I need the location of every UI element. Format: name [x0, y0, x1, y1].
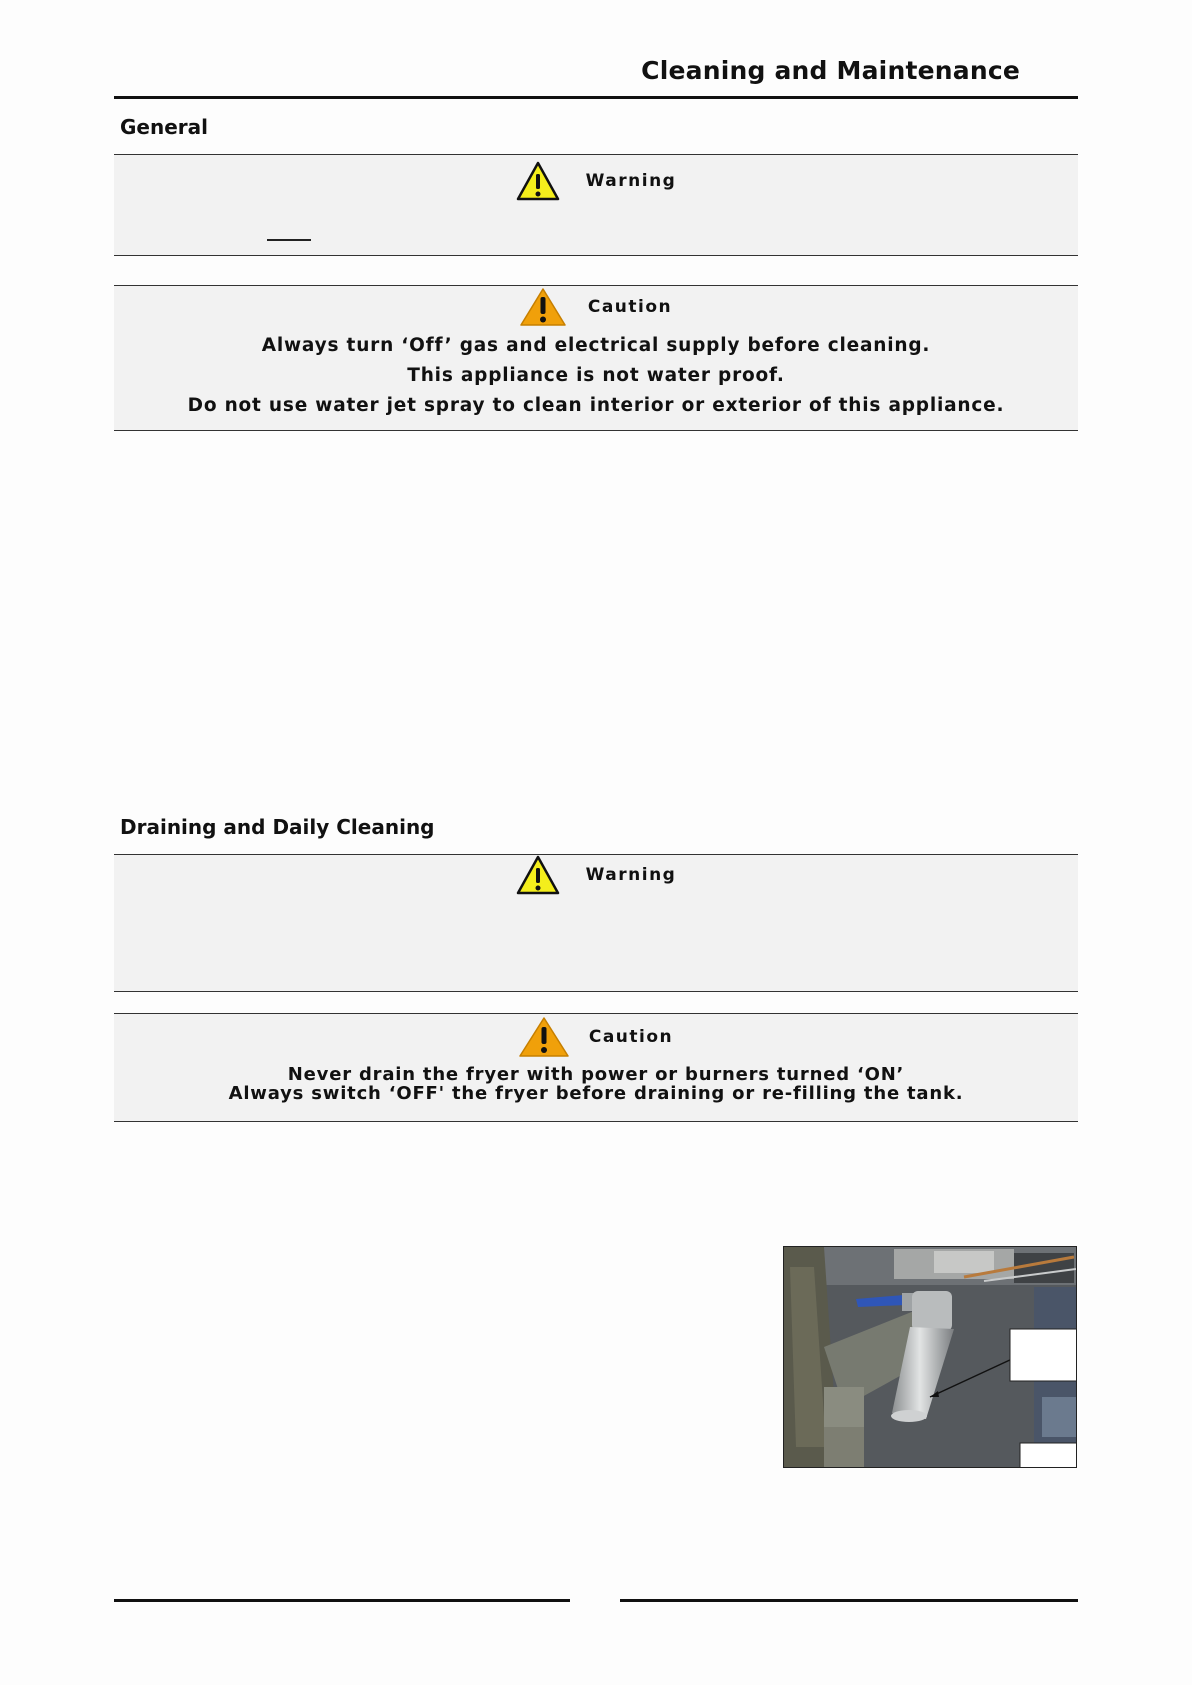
- general-caution-box: [114, 285, 1078, 431]
- section-heading-draining: Draining and Daily Cleaning: [120, 815, 435, 839]
- warning-header: [114, 855, 1078, 895]
- caution-line-2: Always switch ‘OFF' the fryer before draining or re-filling the tank.: [228, 1083, 964, 1104]
- caution-triangle-icon: [519, 1017, 569, 1057]
- page-title: Cleaning and Maintenance: [641, 56, 1020, 85]
- caution-header: [114, 1017, 1078, 1057]
- drain-valve-photo: [783, 1246, 1077, 1468]
- footer-rule-left: [114, 1599, 570, 1602]
- caution-triangle-icon: [520, 288, 566, 326]
- warning-underline-mark: [267, 239, 311, 241]
- warning-label: Warning: [585, 865, 677, 885]
- draining-caution-box: [114, 1013, 1078, 1122]
- title-rule: [114, 96, 1078, 99]
- section-heading-general: General: [120, 115, 208, 139]
- warning-triangle-icon: [516, 855, 560, 895]
- caution-line-1: Never drain the fryer with power or burners turned ‘ON’: [287, 1064, 905, 1085]
- drain-valve-illustration: [784, 1247, 1077, 1468]
- caution-line-2: This appliance is not water proof.: [407, 365, 785, 386]
- caution-header: [114, 288, 1078, 326]
- footer-rule-right: [620, 1599, 1078, 1602]
- caution-line-3: Do not use water jet spray to clean interior or exterior of this appliance.: [187, 395, 1005, 416]
- warning-header: [114, 161, 1078, 201]
- caution-line-1: Always turn ‘Off’ gas and electrical supply before cleaning.: [261, 335, 931, 356]
- warning-triangle-icon: [516, 161, 560, 201]
- warning-label: Warning: [585, 171, 677, 191]
- caution-label: Caution: [588, 1027, 674, 1047]
- caution-label: Caution: [587, 297, 673, 317]
- draining-warning-box: [114, 854, 1078, 992]
- general-warning-box: [114, 154, 1078, 256]
